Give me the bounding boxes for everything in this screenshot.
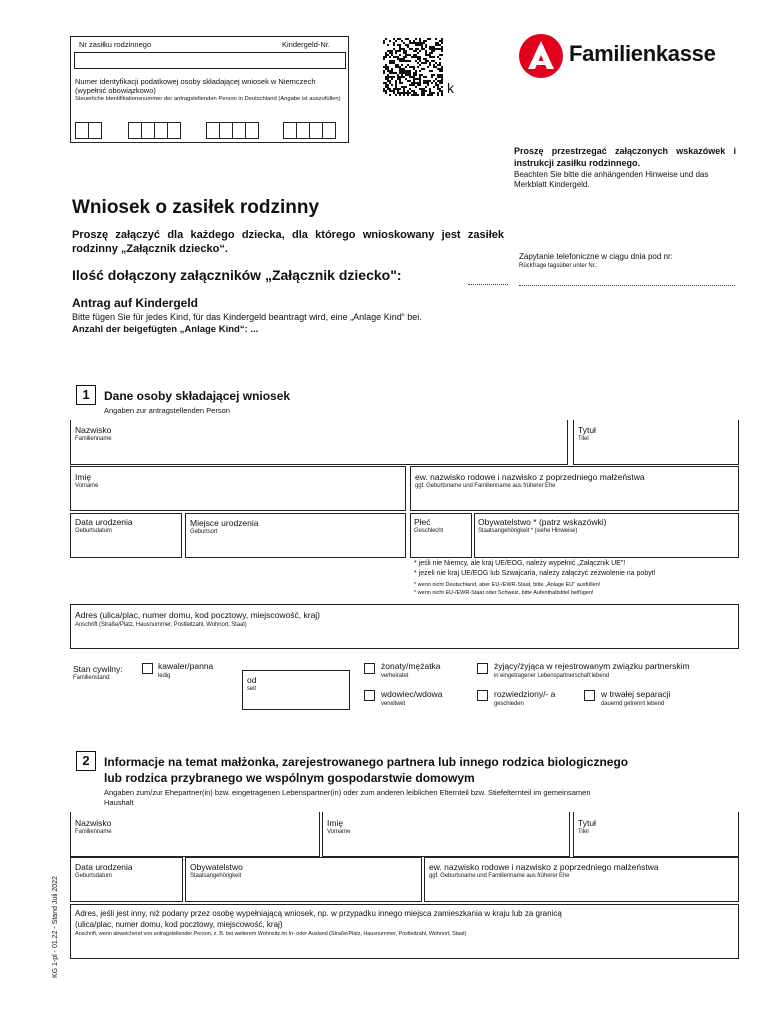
s2-dob-label: Data urodzenia (75, 862, 133, 872)
section-1-number: 1 (76, 385, 96, 405)
tax-id-digit[interactable] (245, 122, 259, 139)
brand-name: Familienkasse (569, 41, 716, 66)
partnership-checkbox[interactable] (477, 663, 488, 674)
tax-id-sublabel: Steuerliche Identifikationsnummer der antragstellenden Person in Deutschland (Angabe ist auszufüllen) (75, 96, 341, 102)
s1-pob-sublabel: Geburtsort (190, 529, 218, 535)
partnership-sublabel: in eingetragener Lebenspartnerschaft lebend (494, 673, 610, 679)
tax-id-digit[interactable] (309, 122, 323, 139)
tax-id-digit[interactable] (206, 122, 220, 139)
single-checkbox[interactable] (142, 663, 153, 674)
tax-id-digit[interactable] (232, 122, 246, 139)
tax-id-label: Numer identyfikacji podatkowej osoby składającej wniosek w Niemczech (wypełnić obowiązkowo) (75, 77, 316, 95)
child-benefit-nr-label: Nr zasiłku rodzinnego (79, 40, 152, 49)
s2-firstname-label: Imię (327, 818, 344, 828)
s1-surname-label: Nazwisko (75, 425, 112, 435)
s1-birthname-label: ew. nazwisko rodowe i nazwisko z poprzedniego małżeństwa (415, 472, 645, 482)
separated-label: w trwałej separacji (601, 689, 671, 699)
s1-note-non-eu-de: * wenn nicht EU-/EWR-Staat oder Schweiz, bitte Aufenthaltstitel beifügen! (414, 590, 594, 596)
s1-birthname-sublabel: ggf. Geburtsname und Familienname aus früherer Ehe (415, 483, 556, 489)
widowed-label: wdowiec/wdowa (381, 689, 443, 699)
since-label: od (247, 675, 257, 685)
s1-firstname-sublabel: Vorname (75, 483, 99, 489)
instructions-pl: Proszę przestrzegać załączonych wskazówek i instrukcji zasiłku rodzinnego. (514, 146, 736, 168)
marital-status-sublabel: Familienstand: (73, 675, 111, 681)
married-label: żonaty/mężatka (381, 661, 441, 671)
s2-birthname-label: ew. nazwisko rodowe i nazwisko z poprzedniego małżeństwa (429, 862, 659, 872)
s2-nationality-label: Obywatelstwo (190, 862, 243, 872)
tax-id-digit[interactable] (322, 122, 336, 139)
s2-nationality-sublabel: Staatsangehörigkeit (190, 873, 242, 879)
section-2-number: 2 (76, 751, 96, 771)
s1-dob-label: Data urodzenia (75, 517, 133, 527)
attach-instruction-pl: Proszę załączyć dla każdego dziecka, dla którego wnioskowany jest zasiłek rodzinny „Załącznik dziecko“. (72, 229, 504, 255)
section-1-subtitle: Angaben zur antragstellenden Person (104, 406, 230, 415)
s1-titel-field[interactable] (573, 420, 739, 465)
de-title: Antrag auf Kindergeld (72, 296, 199, 310)
s1-firstname-label: Imię (75, 472, 92, 482)
phone-label-de: Rückfrage tagsüber unter Nr.: (519, 263, 598, 269)
s1-sex-label: Płeć (414, 517, 431, 527)
s1-nationality-label: Obywatelstwo * (patrz wskazówki) (478, 517, 607, 527)
married-sublabel: verheiratet (381, 673, 409, 679)
kindergeld-nr-label: Kindergeld-Nr. (282, 40, 330, 49)
s1-note-eu: * jeśli nie Niemcy, ale kraj UE/EOG, należy wypełnić „Załącznik UE"! (414, 560, 626, 567)
logo-icon (518, 33, 564, 79)
de-attach-instruction: Bitte fügen Sie für jedes Kind, für das Kindergeld beantragt wird, eine „Anlage Kind“ bei. (72, 312, 422, 322)
page-title: Wniosek o zasiłek rodzinny (72, 197, 320, 218)
header-box (70, 36, 349, 143)
s2-surname-sublabel: Familienname (75, 829, 112, 835)
s1-nationality-sublabel: Staatsangehörigkeit * (siehe Hinweise) (478, 528, 578, 534)
s1-sex-sublabel: Geschlecht (414, 528, 444, 534)
since-sublabel: seit (247, 686, 256, 692)
qr-suffix: k (447, 80, 454, 96)
s2-dob-sublabel: Geburtsdatum (75, 873, 112, 879)
attachment-count-label: Ilość dołączony załączników „Załącznik dziecko": (72, 267, 402, 283)
s2-address-label-line2: (ulica/plac, numer domu, kod pocztowy, miejscowość, kraj) (75, 920, 283, 929)
marital-status-label: Stan cywilny: (73, 664, 123, 674)
section-2-subtitle-line2: Haushalt (104, 798, 134, 807)
separated-checkbox[interactable] (584, 690, 595, 701)
s1-surname-sublabel: Familienname (75, 436, 112, 442)
tax-id-digit[interactable] (141, 122, 155, 139)
widowed-sublabel: verwitwet (381, 701, 406, 707)
since-date-field[interactable] (242, 670, 350, 710)
de-attachment-count: Anzahl der beigefügten „Anlage Kind“: ... (72, 324, 259, 335)
phone-label-pl: Zapytanie telefoniczne w ciągu dnia pod nr: (519, 252, 673, 261)
s2-surname-label: Nazwisko (75, 818, 112, 828)
s2-titel-sublabel: Titel (578, 829, 589, 835)
single-label: kawaler/panna (158, 661, 214, 671)
s2-titel-field[interactable] (573, 812, 739, 857)
child-benefit-nr-input[interactable] (74, 52, 346, 69)
qr-code (383, 38, 443, 96)
married-checkbox[interactable] (364, 663, 375, 674)
s2-birthname-sublabel: ggf. Geburtsname und Familienname aus früherer Ehe (429, 873, 570, 879)
s1-address-label: Adres (ulica/plac, numer domu, kod pocztowy, miejscowość, kraj) (75, 610, 321, 620)
divorced-checkbox[interactable] (477, 690, 488, 701)
s2-firstname-field[interactable] (322, 812, 570, 857)
section-2-title-line2: lub rodzica przybranego we wspólnym gospodarstwie domowym (104, 771, 475, 785)
tax-id-digit[interactable] (283, 122, 297, 139)
divorced-label: rozwiedziony/- a (494, 689, 556, 699)
tax-id-digit[interactable] (154, 122, 168, 139)
s1-firstname-field[interactable] (70, 466, 406, 511)
s2-firstname-sublabel: Vorname (327, 829, 351, 835)
s2-address-sublabel: Anschrift, wenn abweichend von antragstellender Person, z. B. bei weiterem Wohnsitz im In- oder Ausland (Straße/Platz, Hausnummer, Postleitzahl, Wohnort, Staat) (75, 931, 467, 937)
tax-id-digit[interactable] (167, 122, 181, 139)
s2-titel-label: Tytuł (578, 818, 596, 828)
phone-input[interactable] (519, 285, 735, 286)
attachment-count-input[interactable] (468, 284, 508, 285)
separated-sublabel: dauernd getrennt lebend (601, 701, 665, 707)
tax-id-digit[interactable] (219, 122, 233, 139)
section-2-title-line1: Informacje na temat małżonka, zarejestrowanego partnera lub innego rodzica biologicznego (104, 755, 629, 769)
s1-surname-field[interactable] (70, 420, 568, 465)
s1-titel-sublabel: Titel (578, 436, 589, 442)
tax-id-digit[interactable] (296, 122, 310, 139)
widowed-checkbox[interactable] (364, 690, 375, 701)
section-1-title: Dane osoby składającej wniosek (104, 389, 291, 403)
s1-pob-label: Miejsce urodzenia (190, 518, 259, 528)
instructions-de: Beachten Sie bitte die anhängenden Hinweise und das Merkblatt Kindergeld. (514, 170, 709, 189)
form-code: KG 1-pl - 01.22 - Stand Juli 2022 (52, 876, 59, 978)
s2-address-label-line1: Adres, jeśli jest inny, niż podany przez osobę wypełniającą wniosek, np. w przypadku innego miejsca zamieszkania w kraju lub za granicą (75, 909, 562, 918)
tax-id-digit[interactable] (128, 122, 142, 139)
divorced-sublabel: geschieden (494, 701, 524, 707)
partnership-label: żyjący/żyjąca w rejestrowanym związku partnerskim (494, 661, 690, 671)
tax-id-digit[interactable] (75, 122, 89, 139)
s1-titel-label: Tytuł (578, 425, 596, 435)
tax-id-digit[interactable] (88, 122, 102, 139)
section-2-subtitle-line1: Angaben zum/zur Ehepartner(in) bzw. eingetragenen Lebenspartner(in) oder zum anderen leiblichen Elternteil bzw. Stiefelternteil im gemeinsamen (104, 788, 591, 797)
s1-address-sublabel: Anschrift (Straße/Platz, Hausnummer, Postleitzahl, Wohnort, Staat) (75, 622, 247, 628)
s1-note-non-eu: * jeżeli nie kraj UE/EOG lub Szwajcaria, należy załączyć zezwolenie na pobyt! (414, 570, 656, 577)
familienkasse-logo (518, 33, 564, 79)
single-sublabel: ledig (158, 673, 171, 679)
s1-note-eu-de: * wenn nicht Deutschland, aber EU-/EWR-Staat, bitte „Anlage EU" ausfüllen! (414, 582, 601, 588)
s1-dob-sublabel: Geburtsdatum (75, 528, 112, 534)
